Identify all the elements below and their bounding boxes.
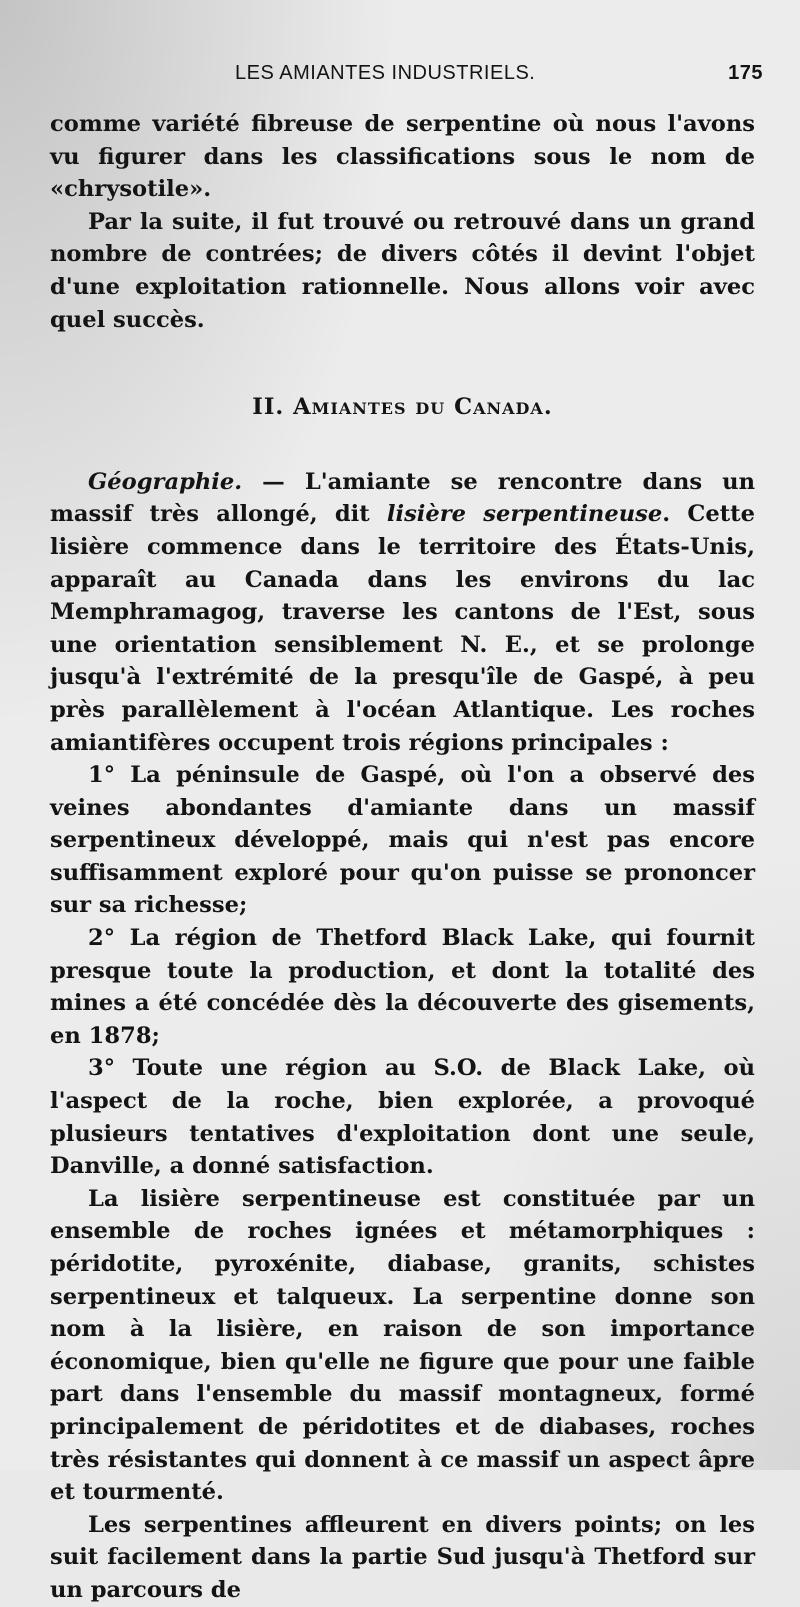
paragraph: Les serpentines affleurent en divers points; on les suit facilement dans la partie Sud jusqu'à Thetford sur un parcours de xyxy=(50,1511,755,1603)
list-item: 1° La péninsule de Gaspé, où l'on a observé des veines abondantes d'amiante dans un massif serpentineux développé, mais qui n'est pas encore suffisamment exploré pour qu'on puisse se prononcer sur sa richesse; xyxy=(50,762,755,919)
paragraph-geographie xyxy=(50,466,755,759)
paragraph-continuation: comme variété fibreuse de serpentine où nous l'avons vu figurer dans les classifications sous le nom de «chrysotile». xyxy=(50,111,755,203)
paragraph: La lisière serpentineuse est constituée par un ensemble de roches ignées et métamorphiques : péridotite, pyroxénite, diabase, granits, schistes serpentineux et talqueux. La serpentine donne son nom à la lisière, en raison de son importance économique, bien qu'elle ne figure que pour une faible part dans l'ensemble du massif montagneux, formé principalement de péridotites et de diabases, roches très résistantes qui donnent à ce massif un aspect âpre et tourmenté. xyxy=(50,1185,755,1506)
body-text xyxy=(50,108,755,1607)
page-number: 175 xyxy=(728,62,763,84)
section-heading: II. Amiantes du Canada. xyxy=(252,394,553,421)
paragraph-label: Géographie. xyxy=(88,468,243,495)
list-item: 3° Toute une région au S.O. de Black Lake, où l'aspect de la roche, bien explorée, a provoqué plusieurs tentatives d'exploitation dont une seule, Danville, a donné satisfaction. xyxy=(50,1055,755,1180)
running-header xyxy=(50,62,765,92)
running-title: LES AMIANTES INDUSTRIELS. xyxy=(235,62,536,84)
italic-term: lisière serpentineuse xyxy=(386,501,663,528)
paragraph-text: . Cette lisière commence dans le territoire des États-Unis, apparaît au Canada dans les environs du lac Memphramagog, traverse les cantons de l'Est, sous une orientation sensiblement N. E., et se prolonge jusqu'à l'extrémité de la presqu'île de Gaspé, à peu près parallèlement à l'océan Atlantique. Les roches amiantifères occupent trois régions principales : xyxy=(50,501,755,756)
list-item: 2° La région de Thetford Black Lake, qui fournit presque toute la production, et dont la totalité des mines a été concédée dès la découverte des gisements, en 1878; xyxy=(50,925,755,1049)
paragraph: Par la suite, il fut trouvé ou retrouvé dans un grand nombre de contrées; de divers côtés il devint l'objet d'une exploitation rationnelle. Nous allons voir avec quel succès. xyxy=(50,208,755,333)
paragraph-text: — L'amiante se rencontre dans un massif très allongé, dit xyxy=(50,468,755,528)
